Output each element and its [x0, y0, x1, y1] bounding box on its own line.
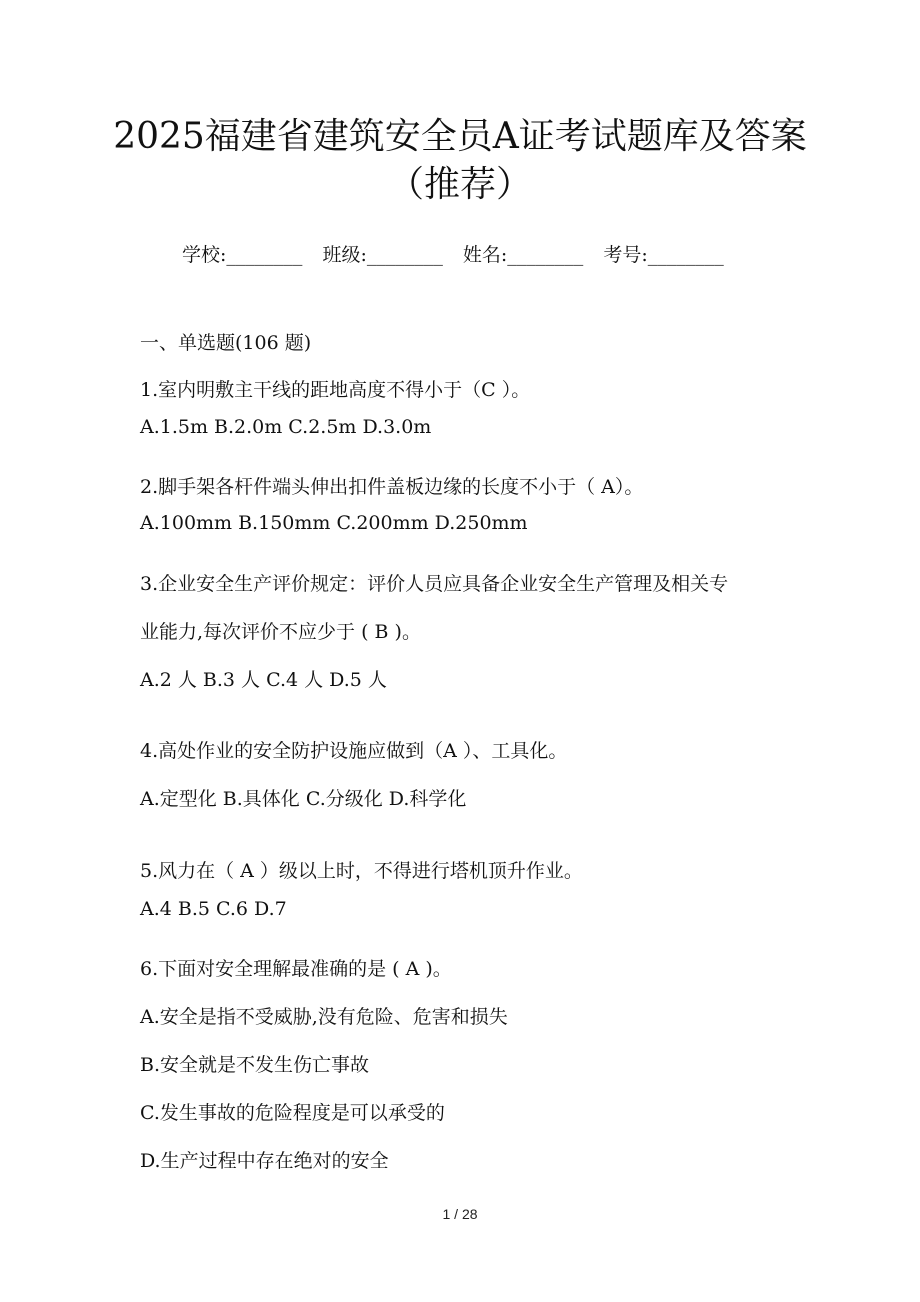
school-field: 学校:________: [182, 244, 303, 266]
question-3-stem-line-1: 3.企业安全生产评价规定：评价人员应具备企业安全生产管理及相关专: [140, 573, 729, 595]
question-2-options: A.100mm B.150mm C.200mm D.250mm: [140, 512, 528, 534]
document-title-line-1: 2025福建省建筑安全员A证考试题库及答案: [113, 116, 807, 157]
question-1-options: A.1.5m B.2.0m C.2.5m D.3.0m: [140, 416, 432, 438]
question-6-option-b: B.安全就是不发生伤亡事故: [140, 1054, 370, 1076]
question-6-option-c: C.发生事故的危险程度是可以承受的: [140, 1102, 445, 1124]
question-4-stem: 4.高处作业的安全防护设施应做到（A ）、工具化。: [140, 740, 568, 762]
question-2-stem: 2.脚手架各杆件端头伸出扣件盖板边缘的长度不小于（ A）。: [140, 476, 644, 498]
name-field: 姓名:________: [462, 244, 584, 266]
student-info-row: [182, 240, 738, 267]
exam-number-field: 考号:________: [603, 244, 724, 266]
question-5-stem: 5.风力在（ A ）级以上时，不得进行塔机顶升作业。: [140, 860, 583, 882]
section-heading: 一、单选题(106 题): [140, 332, 312, 354]
question-4-options: A.定型化 B.具体化 C.分级化 D.科学化: [140, 788, 467, 810]
page-indicator: 1 / 28: [442, 1206, 478, 1222]
question-6-stem: 6.下面对安全理解最准确的是 ( A )。: [140, 958, 452, 980]
question-1-stem: 1.室内明敷主干线的距地高度不得小于（C ）。: [140, 379, 531, 401]
question-3-stem-line-2: 业能力,每次评价不应少于 ( B )。: [140, 621, 421, 643]
question-6-option-d: D.生产过程中存在绝对的安全: [140, 1150, 389, 1172]
class-field: 班级:________: [322, 244, 443, 266]
document-title-line-2: （推荐）: [387, 164, 532, 205]
question-6-option-a: A.安全是指不受威胁,没有危险、危害和损失: [140, 1006, 508, 1028]
question-3-options: A.2 人 B.3 人 C.4 人 D.5 人: [140, 669, 387, 691]
question-5-options: A.4 B.5 C.6 D.7: [140, 898, 287, 920]
